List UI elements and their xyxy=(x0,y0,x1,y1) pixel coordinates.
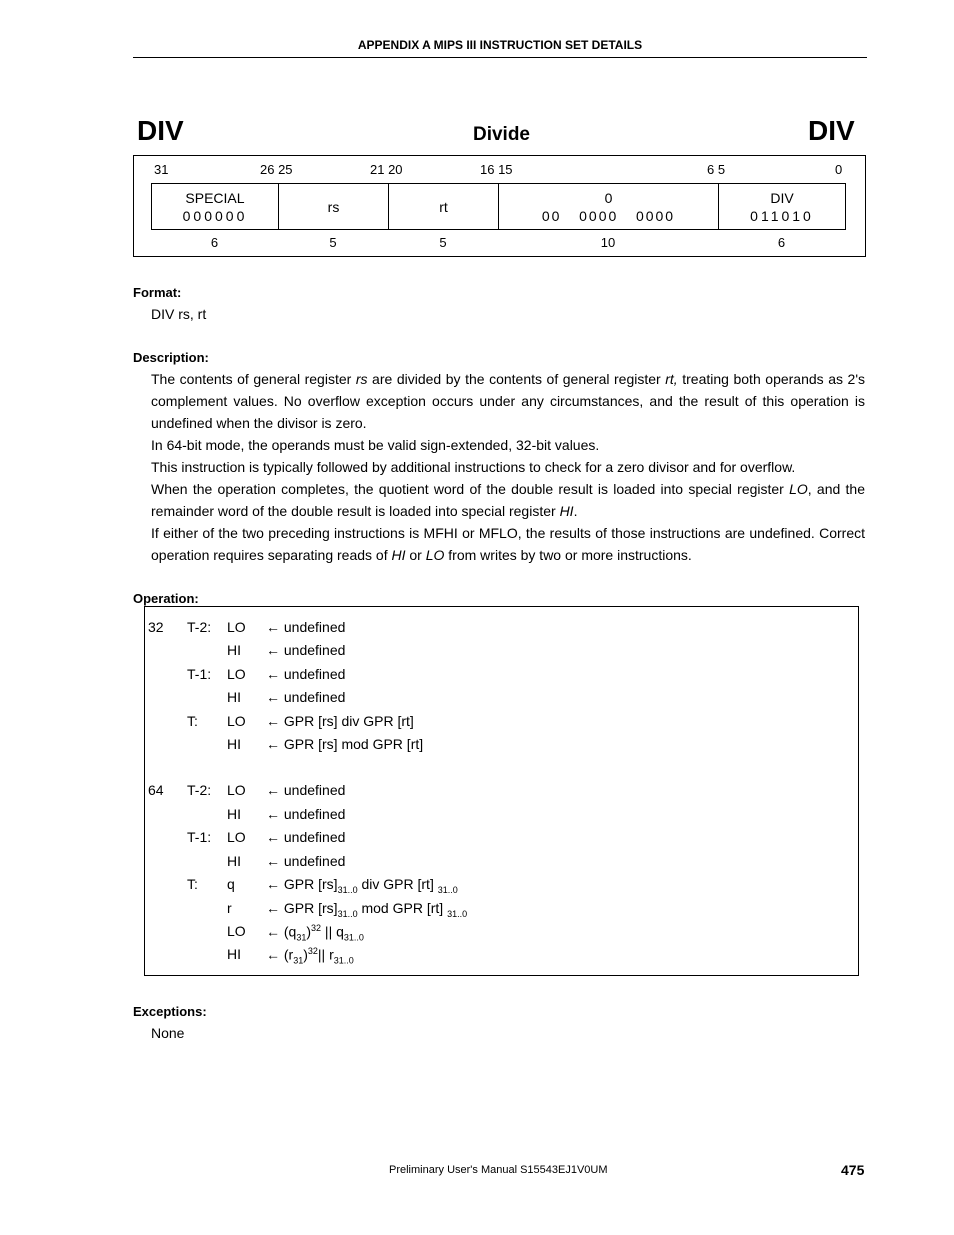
running-header: APPENDIX A MIPS III INSTRUCTION SET DETAILS xyxy=(357,38,643,52)
operation-reg: r xyxy=(227,900,232,916)
operation-time: T: xyxy=(187,713,198,729)
format-heading: Format: xyxy=(133,285,182,300)
operation-time: T-1: xyxy=(187,666,212,682)
operation-heading: Operation: xyxy=(133,591,199,606)
operation-reg: HI xyxy=(227,946,241,962)
operation-expr: ← undefined xyxy=(266,619,346,635)
operation-mode: 32 xyxy=(148,619,164,635)
bit-position: 26 25 xyxy=(260,162,293,177)
field-rt xyxy=(389,184,499,229)
operation-time: T: xyxy=(187,876,198,892)
operation-reg: LO xyxy=(227,619,246,635)
field-name: rt xyxy=(439,198,448,215)
operation-reg: LO xyxy=(227,713,246,729)
mnemonic-left: DIV xyxy=(137,115,184,146)
operation-expr: ← undefined xyxy=(266,829,346,845)
field-width: 5 xyxy=(329,235,337,250)
operation-box xyxy=(144,606,859,976)
operation-expr: ← GPR $[rs]_{31..0}$ mod GPR [rt] $_{31..0}$ xyxy=(266,900,468,919)
operation-expr: ← undefined xyxy=(266,689,346,705)
mnemonic-right: DIV xyxy=(808,115,855,146)
field-special xyxy=(152,184,279,229)
field-width: 6 xyxy=(777,235,786,250)
operation-expr: ← undefined xyxy=(266,642,346,658)
description-body xyxy=(151,368,865,566)
description-paragraph: This instruction is typically followed by additional instructions to check for a zero divisor and for overflow. xyxy=(151,459,796,475)
operation-reg: HI xyxy=(227,806,241,822)
exceptions-heading: Exceptions: xyxy=(133,1004,207,1019)
field-name: SPECIAL xyxy=(185,189,245,206)
operation-expr: ← GPR $[rs]_{31..0}$ div GPR [rt] $_{31..0}$ xyxy=(266,876,458,895)
operation-reg: LO xyxy=(227,923,246,939)
page-number: 475 xyxy=(841,1162,865,1178)
field-name: DIV xyxy=(770,189,794,206)
operation-reg: LO xyxy=(227,666,246,682)
instruction-name: Divide xyxy=(472,124,531,145)
encoding-fields xyxy=(151,183,846,230)
operation-reg: LO xyxy=(227,829,246,845)
operation-mode: 64 xyxy=(148,782,164,798)
bit-position: 31 xyxy=(154,162,169,177)
field-rs xyxy=(279,184,389,229)
operation-time: T-2: xyxy=(187,619,212,635)
exceptions-text: None xyxy=(151,1025,185,1041)
operation-expr: ← undefined xyxy=(266,666,346,682)
bit-position: 6 5 xyxy=(707,162,726,177)
operation-reg: HI xyxy=(227,689,241,705)
header-rule xyxy=(133,57,867,58)
description-paragraph: If either of the two preceding instructions is MFHI or MFLO, the results of those instructions are undefined. Correct operation requires separating reads of HI or LO from writes by two or more instructions. xyxy=(151,525,865,563)
field-name: rs xyxy=(327,198,340,215)
description-paragraph: The contents of general register rs are divided by the contents of general register rt, treating both operands as 2's complement values. No overflow exception occurs under any circumstances, and the result of this operation is undefined when the divisor is zero. xyxy=(151,371,865,431)
description-paragraph: When the operation completes, the quotient word of the double result is loaded into special register LO, and the remainder word of the double result is loaded into special register HI. xyxy=(151,481,865,519)
field-bits: 011010 xyxy=(750,207,814,224)
operation-time: T-1: xyxy=(187,829,212,845)
operation-reg: q xyxy=(227,876,235,892)
field-width: 6 xyxy=(210,235,219,250)
operation-expr: ← undefined xyxy=(266,853,346,869)
description-heading: Description: xyxy=(133,350,209,365)
format-text: DIV rs, rt xyxy=(151,306,207,322)
operation-reg: HI xyxy=(227,736,241,752)
operation-reg: LO xyxy=(227,782,246,798)
operation-reg: HI xyxy=(227,642,241,658)
field-bits: 00 0000 0000 xyxy=(541,207,676,224)
footer-text: Preliminary User's Manual S15543EJ1V0UM xyxy=(389,1164,608,1176)
field-bits: 000000 xyxy=(182,207,248,224)
field-width: 10 xyxy=(600,235,616,250)
operation-expr: ← undefined xyxy=(266,806,346,822)
operation-expr: ← GPR [rs] div GPR [rt] xyxy=(266,713,414,729)
field-zero xyxy=(499,184,719,229)
operation-expr: ← $(q_{31})^{32}$ || $q_{31..0}$ xyxy=(266,923,364,943)
operation-time: T-2: xyxy=(187,782,212,798)
field-width: 5 xyxy=(439,235,447,250)
description-paragraph: In 64-bit mode, the operands must be valid sign-extended, 32-bit values. xyxy=(151,437,600,453)
field-div xyxy=(719,184,845,229)
bit-position: 16 15 xyxy=(480,162,513,177)
bit-position: 21 20 xyxy=(370,162,403,177)
operation-reg: HI xyxy=(227,853,241,869)
field-name: 0 xyxy=(604,189,613,206)
bit-position: 0 xyxy=(835,162,843,177)
operation-expr: ← GPR [rs] mod GPR [rt] xyxy=(266,736,424,752)
operation-expr: ← $(r_{31})^{32}||$ $r_{31..0}$ xyxy=(266,946,354,966)
operation-expr: ← undefined xyxy=(266,782,346,798)
